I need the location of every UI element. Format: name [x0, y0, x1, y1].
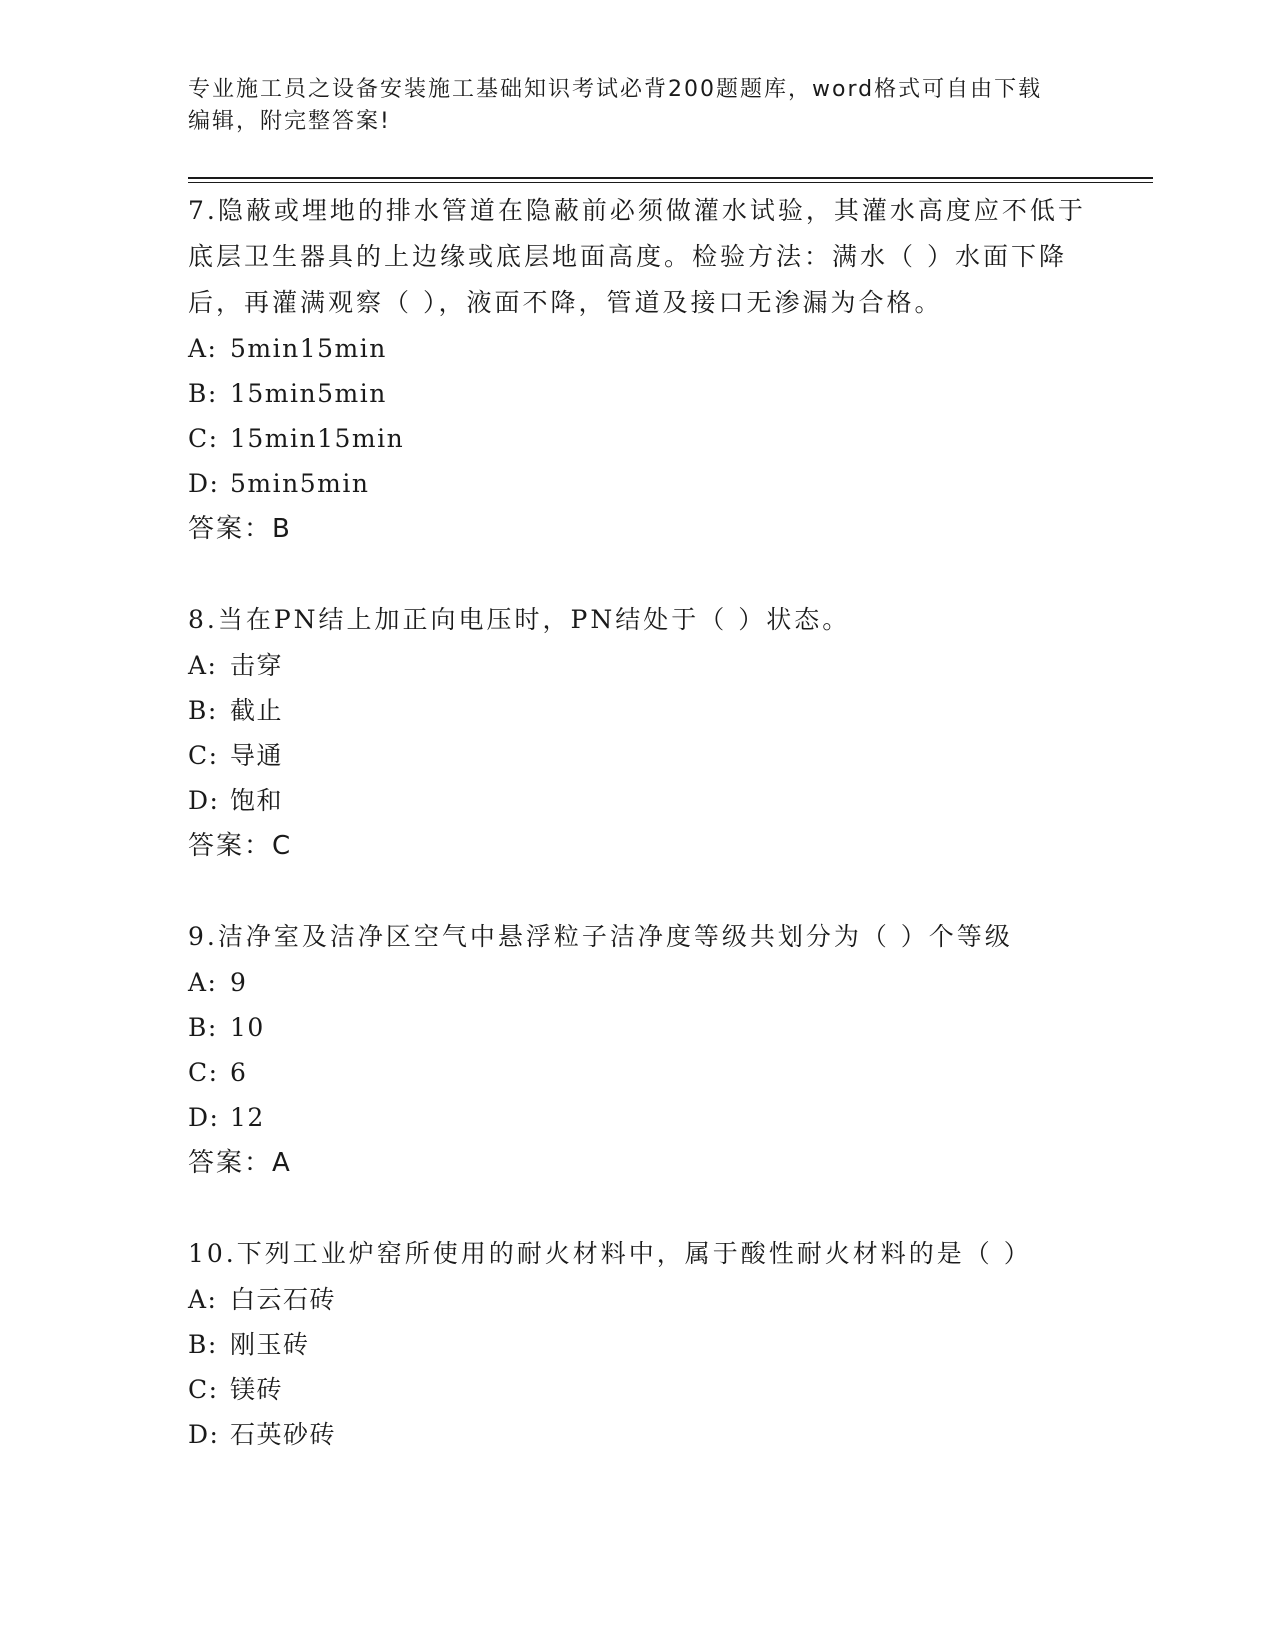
option-b: [188, 688, 1088, 733]
option-letter: A:: [188, 651, 218, 680]
option-c: [188, 733, 1088, 778]
option-letter: B:: [188, 696, 218, 725]
option-letter: B:: [188, 1013, 218, 1042]
answer-text: 答案：A: [188, 1148, 292, 1178]
question-10: [188, 1231, 1088, 1457]
option-letter: D:: [188, 1420, 220, 1449]
option-text: 15min5min: [230, 379, 387, 408]
question-stem: 9.洁净室及洁净区空气中悬浮粒子洁净度等级共划分为（ ）个等级: [188, 922, 1013, 951]
header-divider-thick: [188, 177, 1153, 179]
option-text: 饱和: [230, 786, 284, 815]
question-8: [188, 597, 1088, 869]
option-letter: A:: [188, 334, 218, 363]
option-text: 15min15min: [230, 424, 405, 453]
question-9: [188, 914, 1088, 1186]
option-text: 5min15min: [230, 334, 387, 363]
option-c: [188, 1367, 1088, 1412]
option-letter: B:: [188, 1330, 218, 1359]
option-text: 12: [230, 1103, 265, 1132]
option-letter: A:: [188, 1285, 218, 1314]
option-a: [188, 643, 1088, 688]
option-letter: D:: [188, 1103, 220, 1132]
option-d: [188, 778, 1088, 823]
option-text: 石英砂砖: [230, 1420, 337, 1449]
option-b: [188, 1322, 1088, 1367]
option-text: 刚玉砖: [230, 1330, 310, 1359]
answer-text: 答案：B: [188, 514, 292, 544]
document-header: [188, 74, 1088, 138]
question-stem: 7.隐蔽或埋地的排水管道在隐蔽前必须做灌水试验，其灌水高度应不低于底层卫生器具的上边缘或底层地面高度。检验方法：满水（ ）水面下降后，再灌满观察（ ），液面不降，管道及接口无渗漏为合格。: [188, 196, 1086, 317]
question-7: [188, 188, 1088, 552]
option-d: [188, 1095, 1088, 1140]
option-text: 白云石砖: [230, 1285, 337, 1314]
question-stem: 8.当在PN结上加正向电压时，PN结处于（ ）状态。: [188, 605, 851, 634]
option-letter: C:: [188, 1058, 219, 1087]
option-d: [188, 1412, 1088, 1457]
option-text: 5min5min: [230, 469, 370, 498]
option-letter: C:: [188, 1375, 219, 1404]
option-text: 击穿: [230, 651, 284, 680]
option-b: [188, 371, 1088, 416]
answer-text: 答案：C: [188, 831, 293, 861]
option-b: [188, 1005, 1088, 1050]
option-d: [188, 461, 1088, 506]
option-text: 镁砖: [230, 1375, 284, 1404]
option-letter: D:: [188, 786, 220, 815]
option-letter: B:: [188, 379, 218, 408]
option-c: [188, 1050, 1088, 1095]
question-stem: 10.下列工业炉窑所使用的耐火材料中，属于酸性耐火材料的是（ ）: [188, 1239, 1032, 1268]
question-list: [188, 188, 1088, 1502]
option-a: [188, 326, 1088, 371]
option-letter: C:: [188, 741, 219, 770]
header-line-2: 编辑，附完整答案!: [188, 109, 391, 134]
option-text: 6: [230, 1058, 248, 1087]
option-a: [188, 960, 1088, 1005]
option-text: 10: [230, 1013, 265, 1042]
option-text: 9: [230, 968, 248, 997]
option-letter: A:: [188, 968, 218, 997]
option-c: [188, 416, 1088, 461]
option-letter: C:: [188, 424, 219, 453]
option-text: 导通: [230, 741, 284, 770]
option-letter: D:: [188, 469, 220, 498]
header-line-1: 专业施工员之设备安装施工基础知识考试必背200题题库，word格式可自由下载: [188, 77, 1043, 102]
header-divider-thin: [188, 182, 1153, 183]
option-text: 截止: [230, 696, 284, 725]
option-a: [188, 1277, 1088, 1322]
